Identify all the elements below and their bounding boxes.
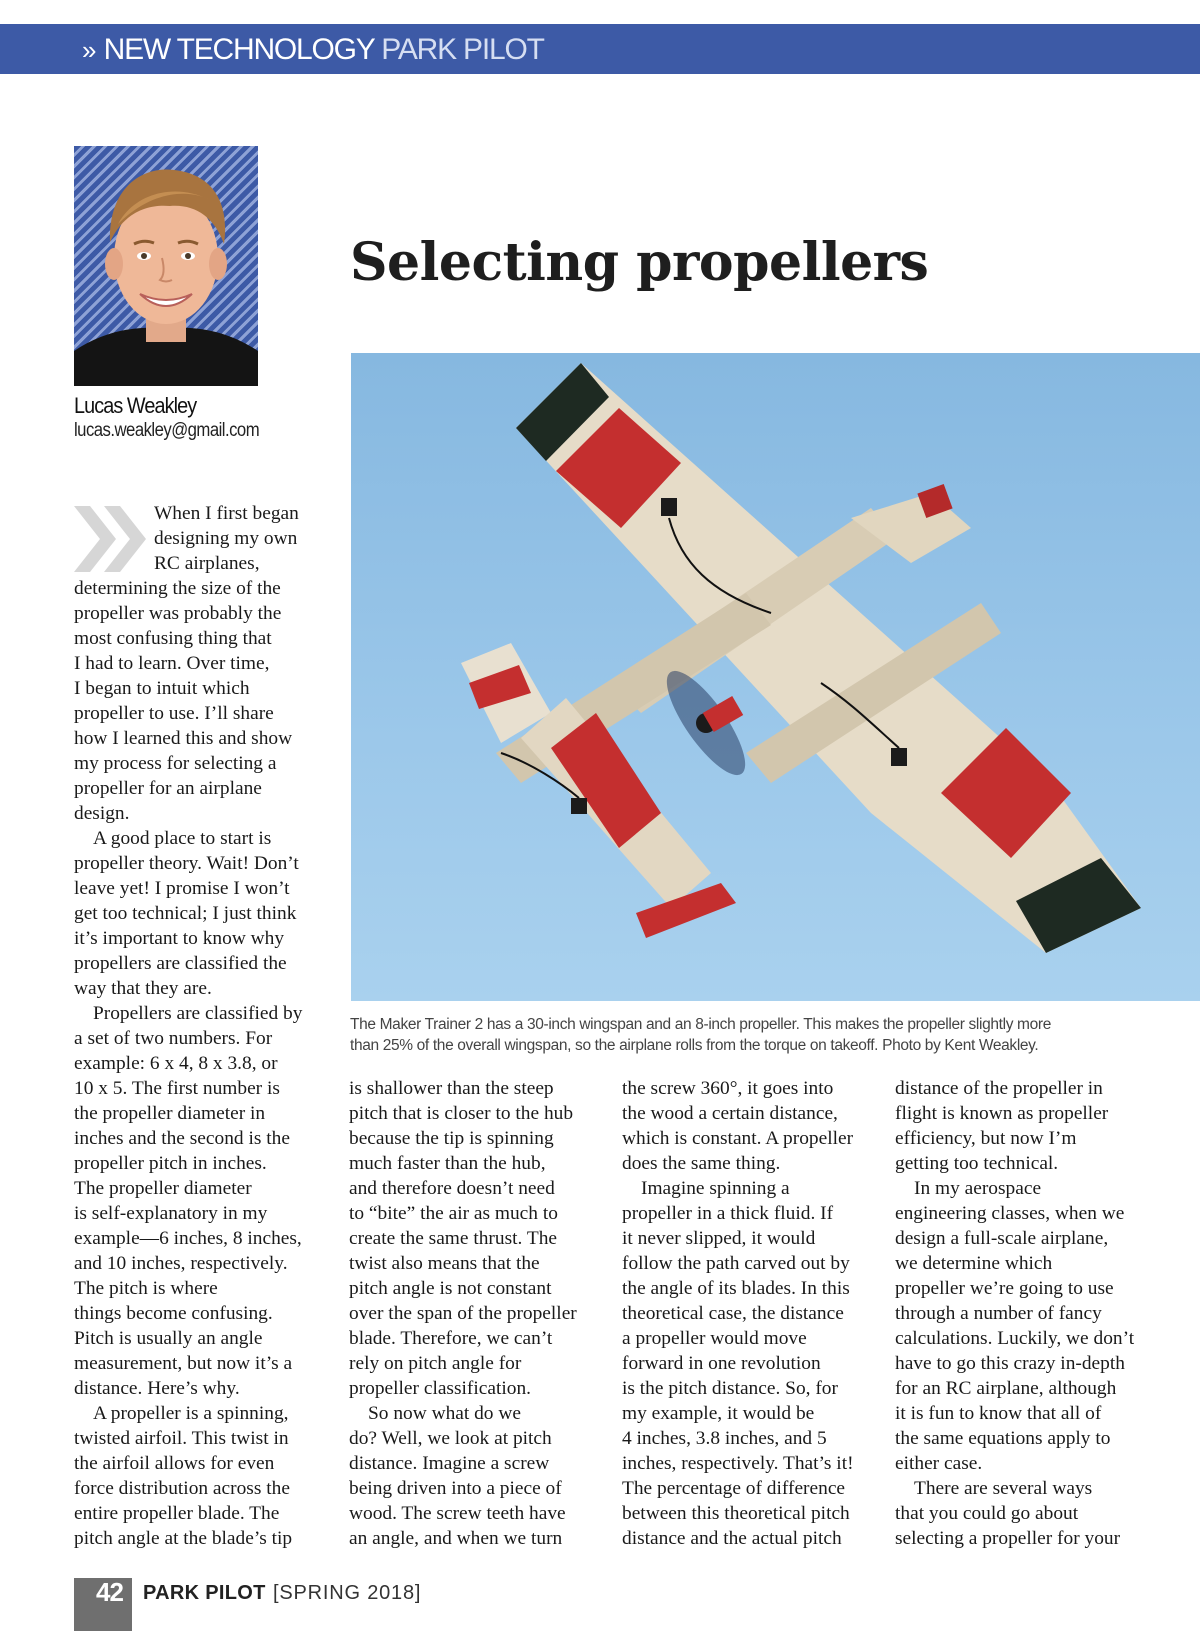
author-email[interactable]: lucas.weakley@gmail.com bbox=[74, 420, 260, 441]
body-line: The pitch is where bbox=[74, 1278, 218, 1299]
column-label: PARK PILOT bbox=[381, 33, 544, 66]
body-line: because the tip is spinning bbox=[349, 1128, 554, 1149]
body-line: twist also means that the bbox=[349, 1253, 540, 1274]
body-line: forward in one revolution bbox=[622, 1353, 821, 1374]
body-line: The propeller diameter bbox=[74, 1178, 252, 1199]
section-header bbox=[82, 30, 544, 70]
body-line: propeller classification. bbox=[349, 1378, 531, 1399]
body-line: RC airplanes, bbox=[154, 553, 260, 574]
body-line: measurement, but now it’s a bbox=[74, 1353, 293, 1374]
airplane-photo bbox=[351, 353, 1200, 1001]
body-line: blade. Therefore, we can’t bbox=[349, 1328, 553, 1349]
author-portrait-illustration bbox=[74, 146, 258, 386]
body-line: it is fun to know that all of bbox=[895, 1403, 1102, 1424]
body-line: leave yet! I promise I won’t bbox=[74, 878, 290, 899]
photo-caption bbox=[350, 1014, 1150, 1056]
body-line: have to go this crazy in-depth bbox=[895, 1353, 1125, 1374]
body-column-2 bbox=[349, 1076, 577, 1551]
body-line: Propellers are classified by bbox=[93, 1003, 303, 1024]
body-line: engineering classes, when we bbox=[895, 1203, 1125, 1224]
body-line: and therefore doesn’t need bbox=[349, 1178, 555, 1199]
body-line: follow the path carved out by bbox=[622, 1253, 850, 1274]
body-line: distance and the actual pitch bbox=[622, 1528, 842, 1549]
body-line: calculations. Luckily, we don’t bbox=[895, 1328, 1135, 1349]
body-line: Imagine spinning a bbox=[641, 1178, 790, 1199]
body-line: pitch angle at the blade’s tip bbox=[74, 1528, 293, 1549]
body-line: example—6 inches, 8 inches, bbox=[74, 1228, 302, 1249]
body-line: pitch angle is not constant bbox=[349, 1278, 552, 1299]
body-line: the wood a certain distance, bbox=[622, 1103, 838, 1124]
publication-name: PARK PILOT bbox=[143, 1582, 266, 1604]
article-title: Selecting propellers bbox=[350, 232, 929, 293]
body-line: way that they are. bbox=[74, 978, 212, 999]
body-line: entire propeller blade. The bbox=[74, 1503, 280, 1524]
body-line: In my aerospace bbox=[914, 1178, 1042, 1199]
body-line: either case. bbox=[895, 1453, 983, 1474]
body-line: distance of the propeller in bbox=[895, 1078, 1103, 1099]
body-line: and 10 inches, respectively. bbox=[74, 1253, 288, 1274]
page-number: 42 bbox=[96, 1577, 123, 1607]
issue-label: [SPRING 2018] bbox=[273, 1582, 422, 1604]
body-line: propeller for an airplane bbox=[74, 778, 262, 799]
body-line: wood. The screw teeth have bbox=[349, 1503, 566, 1524]
body-line: it never slipped, it would bbox=[622, 1228, 816, 1249]
body-line: we determine which bbox=[895, 1253, 1053, 1274]
body-line: propeller we’re going to use bbox=[895, 1278, 1114, 1299]
body-line: a propeller would move bbox=[622, 1328, 807, 1349]
body-line: over the span of the propeller bbox=[349, 1303, 577, 1324]
body-line: So now what do we bbox=[368, 1403, 521, 1424]
body-line: I had to learn. Over time, bbox=[74, 653, 270, 674]
body-line: I began to intuit which bbox=[74, 678, 250, 699]
body-column-1 bbox=[74, 501, 302, 1551]
body-line: the propeller diameter in bbox=[74, 1103, 266, 1124]
body-line: propeller in a thick fluid. If bbox=[622, 1203, 834, 1224]
body-line: it’s important to know why bbox=[74, 928, 285, 949]
body-column-4 bbox=[895, 1076, 1134, 1551]
body-line: The percentage of difference bbox=[622, 1478, 846, 1499]
body-line: 10 x 5. The first number is bbox=[74, 1078, 280, 1099]
body-line: twisted airfoil. This twist in bbox=[74, 1428, 289, 1449]
body-line: getting too technical. bbox=[895, 1153, 1059, 1174]
body-line: design a full-scale airplane, bbox=[895, 1228, 1109, 1249]
body-line: do? Well, we look at pitch bbox=[349, 1428, 552, 1449]
body-line: theoretical case, the distance bbox=[622, 1303, 844, 1324]
body-line: get too technical; I just think bbox=[74, 903, 297, 924]
body-line: which is constant. A propeller bbox=[622, 1128, 854, 1149]
caption-line: The Maker Trainer 2 has a 30-inch wingspan and an 8-inch propeller. This makes the propeller slightly more bbox=[350, 1016, 1051, 1033]
caption-line: than 25% of the overall wingspan, so the airplane rolls from the torque on takeoff. Photo by Kent Weakley. bbox=[350, 1037, 1039, 1054]
body-line: much faster than the hub, bbox=[349, 1153, 546, 1174]
body-line: There are several ways bbox=[914, 1478, 1093, 1499]
body-line: most confusing thing that bbox=[74, 628, 272, 649]
body-line: propeller was probably the bbox=[74, 603, 282, 624]
body-line: the angle of its blades. In this bbox=[622, 1278, 850, 1299]
body-line: propellers are classified the bbox=[74, 953, 287, 974]
body-line: is shallower than the steep bbox=[349, 1078, 554, 1099]
body-line: 4 inches, 3.8 inches, and 5 bbox=[622, 1428, 827, 1449]
body-line: pitch that is closer to the hub bbox=[349, 1103, 574, 1124]
body-line: designing my own bbox=[154, 528, 298, 549]
double-chevron-icon: » bbox=[82, 35, 93, 65]
body-line: propeller pitch in inches. bbox=[74, 1153, 267, 1174]
body-line: example: 6 x 4, 8 x 3.8, or bbox=[74, 1053, 278, 1074]
body-line: the same equations apply to bbox=[895, 1428, 1111, 1449]
body-line: distance. Here’s why. bbox=[74, 1378, 240, 1399]
body-line: for an RC airplane, although bbox=[895, 1378, 1117, 1399]
body-line: flight is known as propeller bbox=[895, 1103, 1109, 1124]
body-line: the screw 360°, it goes into bbox=[622, 1078, 834, 1099]
body-line: rely on pitch angle for bbox=[349, 1353, 522, 1374]
section-label: NEW TECHNOLOGY bbox=[103, 33, 375, 66]
body-line: an angle, and when we turn bbox=[349, 1528, 563, 1549]
body-line: create the same thrust. The bbox=[349, 1228, 558, 1249]
author-name: Lucas Weakley bbox=[74, 393, 197, 418]
body-line: being driven into a piece of bbox=[349, 1478, 562, 1499]
body-line: distance. Imagine a screw bbox=[349, 1453, 550, 1474]
body-line: A propeller is a spinning, bbox=[93, 1403, 289, 1424]
body-line: propeller to use. I’ll share bbox=[74, 703, 274, 724]
body-line: When I first began bbox=[154, 503, 299, 524]
body-line: is the pitch distance. So, for bbox=[622, 1378, 838, 1399]
body-line: my example, it would be bbox=[622, 1403, 815, 1424]
body-column-3 bbox=[622, 1076, 854, 1551]
author-photo bbox=[74, 146, 258, 386]
rc-airplane-illustration bbox=[351, 353, 1200, 1001]
body-line: through a number of fancy bbox=[895, 1303, 1102, 1324]
body-line: selecting a propeller for your bbox=[895, 1528, 1121, 1549]
body-line: things become confusing. bbox=[74, 1303, 273, 1324]
body-line: propeller theory. Wait! Don’t bbox=[74, 853, 299, 874]
body-line: inches, respectively. That’s it! bbox=[622, 1453, 854, 1474]
body-line: efficiency, but now I’m bbox=[895, 1128, 1077, 1149]
body-line: between this theoretical pitch bbox=[622, 1503, 850, 1524]
body-line: does the same thing. bbox=[622, 1153, 781, 1174]
body-line: determining the size of the bbox=[74, 578, 281, 599]
body-line: inches and the second is the bbox=[74, 1128, 290, 1149]
body-line: force distribution across the bbox=[74, 1478, 290, 1499]
body-line: A good place to start is bbox=[93, 828, 272, 849]
body-line: my process for selecting a bbox=[74, 753, 277, 774]
body-line: design. bbox=[74, 803, 130, 824]
body-line: how I learned this and show bbox=[74, 728, 293, 749]
body-line: the airfoil allows for even bbox=[74, 1453, 275, 1474]
body-line: a set of two numbers. For bbox=[74, 1028, 273, 1049]
body-line: to “bite” the air as much to bbox=[349, 1203, 558, 1224]
body-line: is self-explanatory in my bbox=[74, 1203, 268, 1224]
body-line: Pitch is usually an angle bbox=[74, 1328, 263, 1349]
body-line: that you could go about bbox=[895, 1503, 1079, 1524]
